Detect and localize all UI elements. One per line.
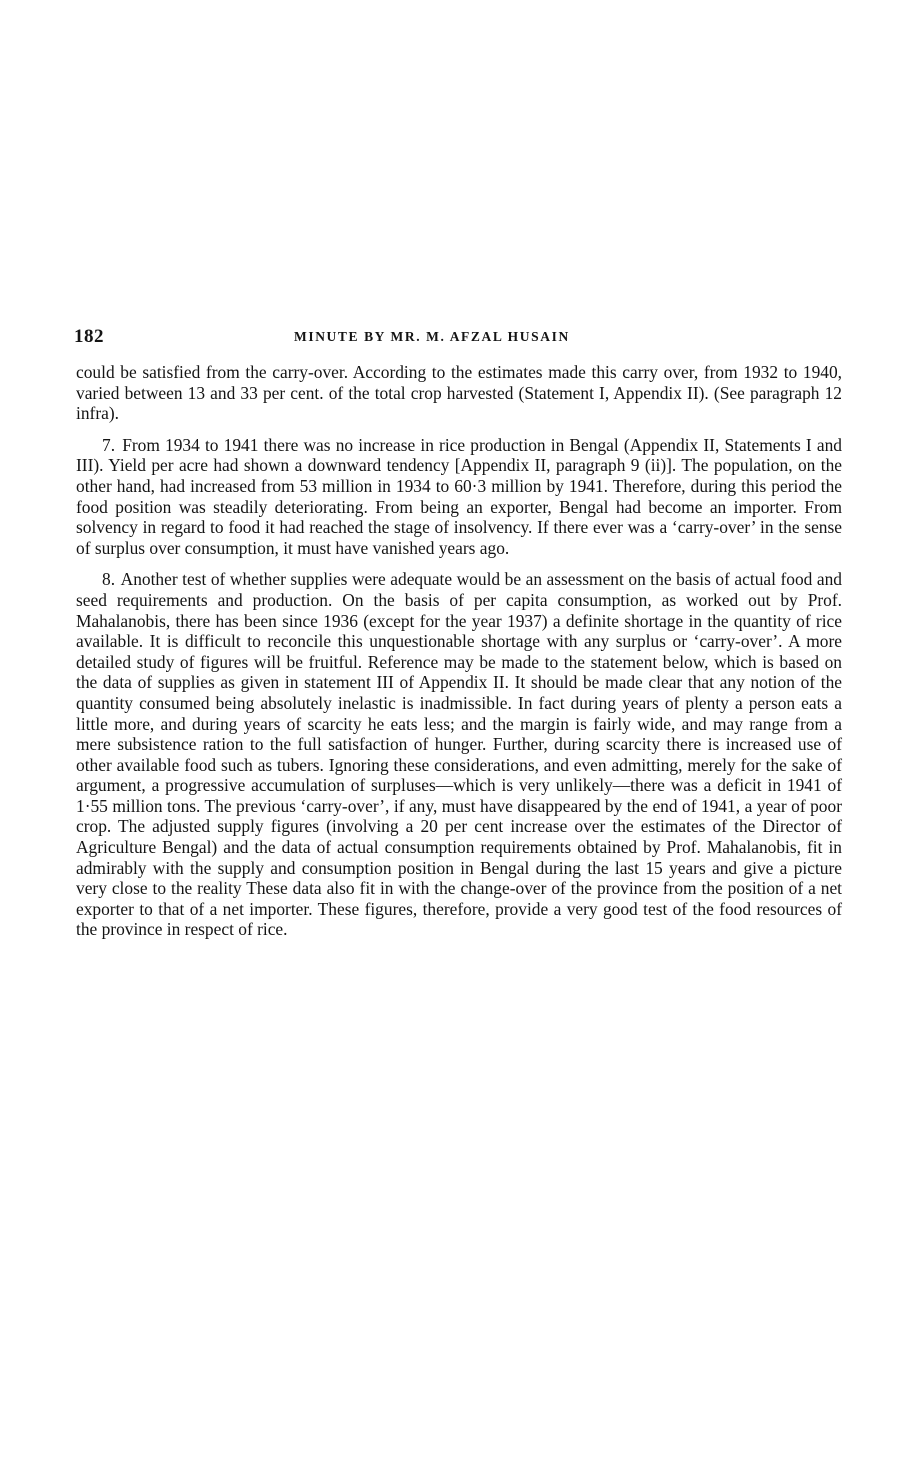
paragraph-text: From 1934 to 1941 there was no increase in rice production in Bengal (Appendix II, Statements I and III). Yield per acre had shown a downward tendency [Appendix II, paragraph 9 (ii)]. The population, on the other hand, had increased from 53 million in 1934 to 60·3 million by 1941. Therefore, during this period the food position was steadily deteriorating. From being an exporter, Bengal had become an importer. From solvency in regard to food it had reached the stage of insolvency. If there ever was a ‘carry-over’ in the sense of surplus over consumption, it must have vanished years ago. bbox=[76, 434, 842, 558]
paragraph-number: 8. bbox=[102, 569, 116, 590]
paragraph-text: Another test of whether supplies were adequate would be an assessment on the basis of actual food and seed requirements and production. On the basis of per capita consumption, as worked out by Prof. Mahalanobis, there has been since 1936 (except for the year 1937) a definite shortage in the quantity of rice available. It is difficult to reconcile this unquestionable shortage with any surplus or ‘carry-over’. A more detailed study of figures will be fruitful. Reference may be made to the statement below, which is based on the data of supplies as given in statement III of Appendix II. It should be made clear that any notion of the quantity consumed being absolutely inelastic is inadmissible. In fact during years of plenty a person eats a little more, and during years of scarcity he eats less; and the margin is fairly wide, and may range from a mere subsistence ration to the full satisfaction of hunger. Further, during scarcity there is increased use of other available food such as tubers. Ignoring these considerations, and even admitting, merely for the sake of argument, a progressive accumulation of surpluses—which is very unlikely—there was a deficit in 1941 of 1·55 million tons. The previous ‘carry-over’, if any, must have disappeared by the end of 1941, a year of poor crop. The adjusted supply figures (involving a 20 per cent increase over the estimates of the Director of Agriculture Bengal) and the data of actual consumption requirements obtained by Prof. Mahalanobis, fit in admirably with the supply and consumption position in Bengal during the last 15 years and give a picture very close to the reality These data also fit in with the change-over of the province from the position of a net exporter to that of a net importer. These figures, therefore, provide a very good test of the food resources of the province in respect of rice. bbox=[76, 569, 843, 940]
running-head bbox=[74, 326, 844, 350]
paragraph-text: could be satisfied from the carry-over. According to the estimates made this carry over, from 1932 to 1940, varied between 13 and 33 per cent. of the total crop harvested (Statement I, Appendix II). (See paragraph 12 infra). bbox=[76, 362, 842, 424]
text-body bbox=[76, 362, 842, 951]
paragraph-7 bbox=[76, 435, 842, 559]
page-number: 182 bbox=[74, 326, 104, 347]
paragraph-8 bbox=[76, 569, 842, 940]
paragraph-continued bbox=[76, 362, 842, 424]
paragraph-number: 7. bbox=[102, 434, 116, 455]
running-title: MINUTE BY MR. M. AFZAL HUSAIN bbox=[294, 329, 570, 344]
